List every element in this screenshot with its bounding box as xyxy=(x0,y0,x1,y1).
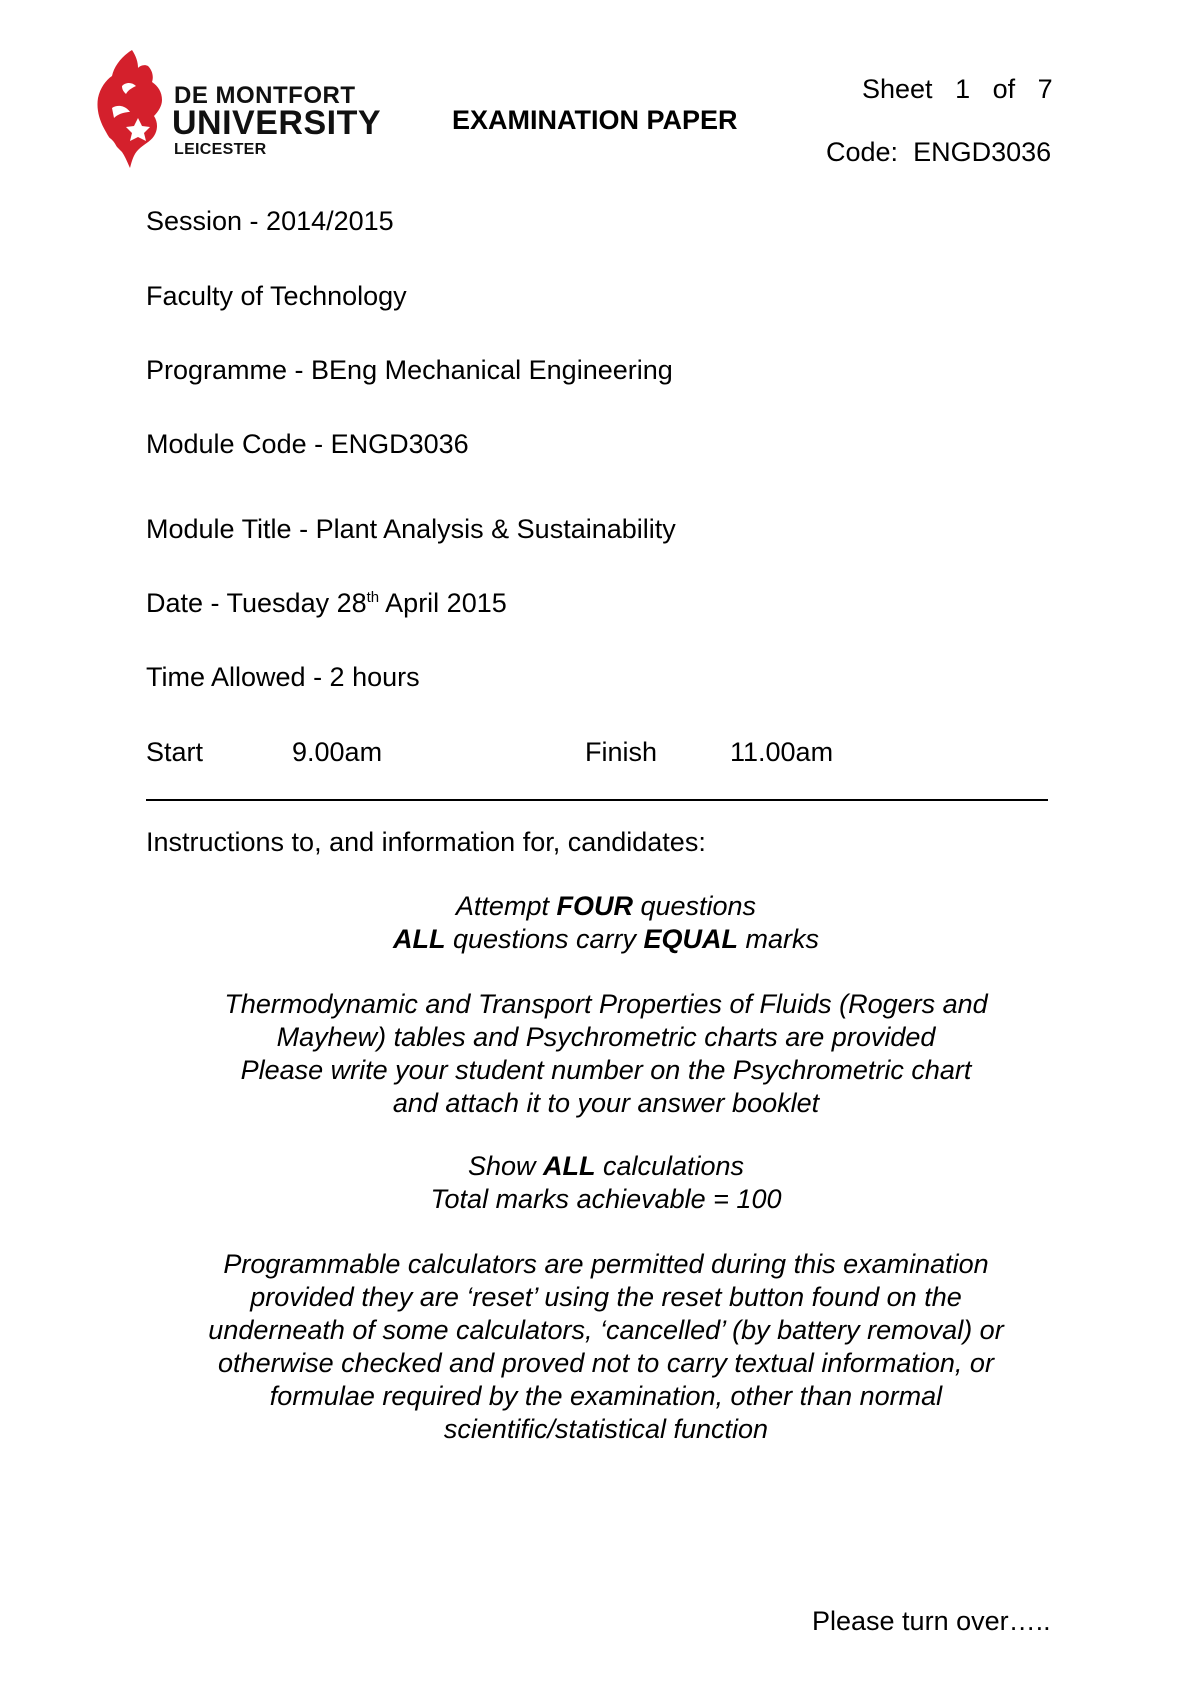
tables-line-3: Please write your student number on the Psychrometric chart xyxy=(240,1055,972,1085)
attempt-block xyxy=(146,890,1066,956)
tables-block xyxy=(146,988,1066,1120)
tables-line-4: and attach it to your answer booklet xyxy=(392,1088,820,1118)
logo-text-leicester: LEICESTER xyxy=(174,141,267,158)
start-value: 9.00am xyxy=(292,737,383,767)
sheet-indicator xyxy=(862,74,1053,105)
sheet-number: 1 xyxy=(955,74,971,104)
session-field: Session - 2014/2015 xyxy=(146,206,394,236)
logo-text-de-montfort: DE MONTFORT xyxy=(174,82,356,109)
faculty-field: Faculty of Technology xyxy=(146,281,407,311)
calc-line-2: provided they are ‘reset’ using the reset button found on the xyxy=(250,1282,962,1312)
turn-over-text: Please turn over….. xyxy=(812,1606,1051,1636)
calc-line-6: scientific/statistical function xyxy=(443,1414,769,1444)
attempt-text-end: questions xyxy=(632,891,757,921)
module-code-field: Module Code - ENGD3036 xyxy=(146,429,469,459)
instructions-heading: Instructions to, and information for, candidates: xyxy=(146,827,706,857)
marks-text: marks xyxy=(738,924,820,954)
code-label: Code: xyxy=(826,137,899,167)
finish-value: 11.00am xyxy=(730,737,834,767)
calculations-text: calculations xyxy=(595,1151,745,1181)
exam-paper-title: EXAMINATION PAPER xyxy=(452,105,738,135)
calculator-block xyxy=(146,1248,1066,1446)
sheet-total: 7 xyxy=(1037,74,1053,104)
attempt-count: FOUR xyxy=(556,891,633,921)
calc-line-5: formulae required by the examination, other than normal xyxy=(269,1381,943,1411)
date-field xyxy=(146,588,507,619)
calc-line-1: Programmable calculators are permitted during this examination xyxy=(223,1249,989,1279)
date-superscript: th xyxy=(366,589,380,606)
programme-field: Programme - BEng Mechanical Engineering xyxy=(146,355,673,385)
show-all-text: ALL xyxy=(542,1151,596,1181)
code-value: ENGD3036 xyxy=(913,137,1052,167)
calc-line-3: underneath of some calculators, ‘cancelled’ (by battery removal) or xyxy=(208,1315,1004,1345)
tables-line-2: Mayhew) tables and Psychrometric charts are provided xyxy=(276,1022,936,1052)
all-text: ALL xyxy=(392,924,446,954)
paper-code xyxy=(826,137,1051,168)
logo-text-university: UNIVERSITY xyxy=(172,104,382,142)
sheet-label: Sheet xyxy=(862,74,933,104)
university-logo xyxy=(92,46,392,171)
sheet-of: of xyxy=(992,74,1016,104)
start-label: Start xyxy=(146,737,204,767)
finish-label: Finish xyxy=(585,737,658,767)
show-all-line xyxy=(146,1150,1066,1183)
equal-text: EQUAL xyxy=(643,924,739,954)
time-allowed-field: Time Allowed - 2 hours xyxy=(146,662,420,692)
divider-line xyxy=(146,799,1048,801)
total-marks-line: Total marks achievable = 100 xyxy=(430,1184,782,1214)
module-title-field: Module Title - Plant Analysis & Sustainability xyxy=(146,514,676,544)
lion-crest-icon xyxy=(92,46,172,171)
calc-line-4: otherwise checked and proved not to carry textual information, or xyxy=(218,1348,994,1378)
equal-marks-line xyxy=(146,923,1066,956)
tables-line-1: Thermodynamic and Transport Properties of Fluids (Rogers and xyxy=(224,989,988,1019)
date-suffix: April 2015 xyxy=(379,588,507,618)
questions-carry-text: questions carry xyxy=(445,924,644,954)
date-prefix: Date - Tuesday 28 xyxy=(146,588,367,618)
show-text: Show xyxy=(467,1151,543,1181)
attempt-line xyxy=(146,890,1066,923)
calculations-block xyxy=(146,1150,1066,1216)
attempt-text: Attempt xyxy=(455,891,557,921)
